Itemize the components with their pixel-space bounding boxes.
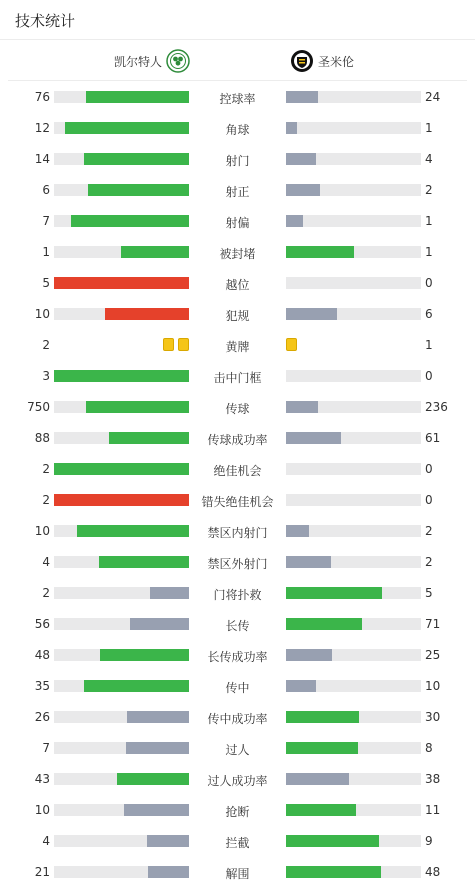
yellow-card-icon	[178, 338, 189, 351]
stat-row	[0, 361, 475, 392]
home-bar-fill	[54, 370, 189, 382]
home-value: 2	[42, 493, 50, 507]
home-bar-fill	[124, 804, 189, 816]
away-value: 236	[425, 400, 448, 414]
away-yellow-cards	[286, 338, 297, 352]
stat-label: 过人	[225, 743, 250, 757]
stat-label: 越位	[225, 278, 250, 292]
away-value: 1	[425, 245, 433, 259]
teams-row	[8, 41, 467, 81]
stat-label: 传中	[225, 681, 250, 695]
home-bar-fill	[84, 153, 189, 165]
home-bar-fill	[88, 184, 189, 196]
stat-label: 传中成功率	[207, 712, 268, 726]
stat-row	[0, 423, 475, 454]
home-bar-track	[54, 308, 189, 320]
away-bar-track	[286, 463, 421, 475]
home-bar-track	[54, 556, 189, 568]
home-bar-track	[54, 649, 189, 661]
home-bar-track	[54, 711, 189, 723]
home-bar-fill	[99, 556, 189, 568]
stat-label: 射正	[225, 185, 250, 199]
away-value: 38	[425, 772, 441, 786]
stat-row	[0, 764, 475, 795]
home-bar-track	[54, 91, 189, 103]
stat-row	[0, 640, 475, 671]
home-bar-fill	[126, 742, 189, 754]
away-bar-track	[286, 122, 421, 134]
home-bar-track	[54, 835, 189, 847]
away-bar-fill	[286, 618, 362, 630]
away-bar-fill	[286, 215, 303, 227]
away-bar-track	[286, 432, 421, 444]
away-bar-track	[286, 308, 421, 320]
home-bar-fill	[86, 91, 189, 103]
stat-row	[0, 268, 475, 299]
away-value: 10	[425, 679, 441, 693]
stat-label: 错失绝佳机会	[201, 495, 274, 509]
stat-row	[0, 330, 475, 361]
home-value: 26	[34, 710, 50, 724]
away-value: 25	[425, 648, 441, 662]
stat-row	[0, 733, 475, 764]
away-value: 0	[425, 493, 433, 507]
away-value: 4	[425, 152, 433, 166]
home-bar-fill	[147, 835, 189, 847]
away-bar-fill	[286, 804, 356, 816]
stat-row	[0, 795, 475, 826]
stat-row	[0, 299, 475, 330]
home-value: 21	[34, 865, 50, 879]
away-value: 5	[425, 586, 433, 600]
home-bar-fill	[121, 246, 189, 258]
away-bar-track	[286, 246, 421, 258]
away-bar-fill	[286, 556, 331, 568]
away-bar-track	[286, 618, 421, 630]
home-value: 35	[34, 679, 50, 693]
home-value: 1	[42, 245, 50, 259]
home-bar-fill	[54, 277, 189, 289]
away-value: 0	[425, 369, 433, 383]
stat-label: 过人成功率	[207, 774, 268, 788]
away-bar-track	[286, 587, 421, 599]
home-bar-track	[54, 587, 189, 599]
away-bar-track	[286, 649, 421, 661]
away-bar-fill	[286, 649, 332, 661]
stat-row	[0, 175, 475, 206]
stat-label: 角球	[225, 123, 250, 137]
stat-label: 门将扑救	[213, 588, 262, 602]
home-bar-track	[54, 525, 189, 537]
home-team-name: 凯尔特人	[113, 54, 162, 69]
home-value: 56	[34, 617, 50, 631]
home-team[interactable]	[8, 48, 190, 74]
home-bar-track	[54, 184, 189, 196]
away-bar-track	[286, 401, 421, 413]
stat-label: 长传	[225, 619, 250, 633]
stat-label: 禁区外射门	[207, 557, 268, 571]
home-bar-fill	[54, 463, 189, 475]
home-bar-fill	[105, 308, 189, 320]
home-bar-fill	[65, 122, 189, 134]
home-bar-fill	[127, 711, 189, 723]
away-value: 1	[425, 121, 433, 135]
stat-label: 犯规	[225, 309, 250, 323]
home-bar-fill	[130, 618, 189, 630]
stat-row	[0, 454, 475, 485]
away-value: 8	[425, 741, 433, 755]
home-bar-track	[54, 370, 189, 382]
yellow-card-icon	[163, 338, 174, 351]
away-bar-track	[286, 680, 421, 692]
stat-row	[0, 144, 475, 175]
home-bar-track	[54, 215, 189, 227]
home-value: 4	[42, 834, 50, 848]
home-bar-track	[54, 277, 189, 289]
home-bar-track	[54, 463, 189, 475]
away-bar-track	[286, 773, 421, 785]
away-bar-fill	[286, 246, 354, 258]
away-bar-track	[286, 494, 421, 506]
away-bar-track	[286, 525, 421, 537]
home-bar-fill	[150, 587, 189, 599]
away-bar-fill	[286, 711, 359, 723]
yellow-card-icon	[286, 338, 297, 351]
home-bar-track	[54, 773, 189, 785]
home-value: 2	[42, 338, 50, 352]
away-bar-fill	[286, 184, 320, 196]
home-value: 12	[34, 121, 50, 135]
away-bar-fill	[286, 401, 318, 413]
stat-label: 禁区内射门	[207, 526, 268, 540]
stat-label: 被封堵	[219, 247, 256, 261]
home-value: 10	[34, 803, 50, 817]
away-bar-track	[286, 804, 421, 816]
away-bar-track	[286, 277, 421, 289]
away-bar-track	[286, 835, 421, 847]
home-value: 76	[34, 90, 50, 104]
home-bar-track	[54, 804, 189, 816]
away-bar-fill	[286, 773, 349, 785]
away-value: 9	[425, 834, 433, 848]
home-bar-fill	[117, 773, 189, 785]
home-bar-track	[54, 680, 189, 692]
home-bar-fill	[148, 866, 189, 878]
home-yellow-cards	[163, 338, 189, 352]
away-value: 0	[425, 462, 433, 476]
home-value: 10	[34, 307, 50, 321]
stat-label: 击中门框	[213, 371, 262, 385]
home-bar-track	[54, 122, 189, 134]
home-bar-fill	[77, 525, 189, 537]
away-bar-fill	[286, 122, 297, 134]
away-value: 61	[425, 431, 441, 445]
away-value: 2	[425, 555, 433, 569]
home-bar-track	[54, 866, 189, 878]
home-bar-fill	[84, 680, 189, 692]
away-bar-fill	[286, 866, 381, 878]
home-value: 43	[34, 772, 50, 786]
stat-row	[0, 826, 475, 857]
away-team-name: 圣米伦	[318, 54, 355, 69]
stat-label: 解围	[225, 867, 250, 881]
home-value: 2	[42, 462, 50, 476]
away-bar-track	[286, 742, 421, 754]
stat-row	[0, 82, 475, 113]
stat-row	[0, 609, 475, 640]
away-bar-track	[286, 91, 421, 103]
stat-row	[0, 857, 475, 888]
home-bar-fill	[109, 432, 189, 444]
stat-row	[0, 237, 475, 268]
away-bar-track	[286, 370, 421, 382]
home-value: 3	[42, 369, 50, 383]
away-value: 30	[425, 710, 441, 724]
page-title: 技术统计	[15, 12, 76, 30]
home-bar-fill	[100, 649, 189, 661]
home-bar-fill	[86, 401, 189, 413]
home-value: 4	[42, 555, 50, 569]
away-value: 48	[425, 865, 441, 879]
home-value: 5	[42, 276, 50, 290]
home-value: 6	[42, 183, 50, 197]
away-value: 0	[425, 276, 433, 290]
away-bar-fill	[286, 742, 358, 754]
away-bar-track	[286, 866, 421, 878]
away-bar-track	[286, 556, 421, 568]
stat-label: 控球率	[219, 92, 256, 106]
stat-row	[0, 671, 475, 702]
home-bar-track	[54, 153, 189, 165]
home-value: 7	[42, 741, 50, 755]
home-bar-fill	[54, 494, 189, 506]
home-value: 10	[34, 524, 50, 538]
stat-label: 拦截	[225, 836, 250, 850]
away-bar-fill	[286, 432, 341, 444]
celtic-crest-icon	[166, 49, 190, 73]
stat-label: 黄牌	[225, 340, 250, 354]
home-bar-track	[54, 618, 189, 630]
st-mirren-crest-icon	[290, 49, 314, 73]
away-bar-fill	[286, 525, 309, 537]
stat-row	[0, 113, 475, 144]
home-value: 88	[34, 431, 50, 445]
away-bar-fill	[286, 680, 316, 692]
stat-row	[0, 485, 475, 516]
home-value: 7	[42, 214, 50, 228]
away-team[interactable]	[290, 48, 354, 74]
home-bar-track	[54, 742, 189, 754]
home-bar-track	[54, 246, 189, 258]
home-bar-track	[54, 494, 189, 506]
away-value: 1	[425, 214, 433, 228]
away-value: 2	[425, 524, 433, 538]
home-value: 48	[34, 648, 50, 662]
stat-label: 射门	[225, 154, 250, 168]
home-bar-fill	[71, 215, 189, 227]
stats-header	[0, 0, 475, 40]
stat-row	[0, 578, 475, 609]
away-bar-track	[286, 711, 421, 723]
stat-row	[0, 516, 475, 547]
away-value: 71	[425, 617, 441, 631]
home-value: 14	[34, 152, 50, 166]
away-bar-fill	[286, 91, 318, 103]
stat-row	[0, 206, 475, 237]
away-bar-fill	[286, 835, 379, 847]
stat-label: 绝佳机会	[213, 464, 262, 478]
away-value: 2	[425, 183, 433, 197]
home-value: 2	[42, 586, 50, 600]
stat-label: 抢断	[225, 805, 250, 819]
away-bar-track	[286, 184, 421, 196]
away-bar-fill	[286, 153, 316, 165]
away-value: 6	[425, 307, 433, 321]
away-value: 11	[425, 803, 441, 817]
stat-label: 射偏	[225, 216, 250, 230]
home-bar-track	[54, 432, 189, 444]
away-value: 1	[425, 338, 433, 352]
stat-row	[0, 547, 475, 578]
away-bar-track	[286, 153, 421, 165]
away-bar-fill	[286, 587, 382, 599]
away-bar-fill	[286, 308, 337, 320]
stat-row	[0, 702, 475, 733]
stat-label: 长传成功率	[207, 650, 268, 664]
stat-row	[0, 392, 475, 423]
stat-label: 传球成功率	[207, 433, 268, 447]
away-value: 24	[425, 90, 441, 104]
away-bar-track	[286, 215, 421, 227]
home-bar-track	[54, 401, 189, 413]
home-value: 750	[27, 400, 50, 414]
stat-label: 传球	[225, 402, 250, 416]
